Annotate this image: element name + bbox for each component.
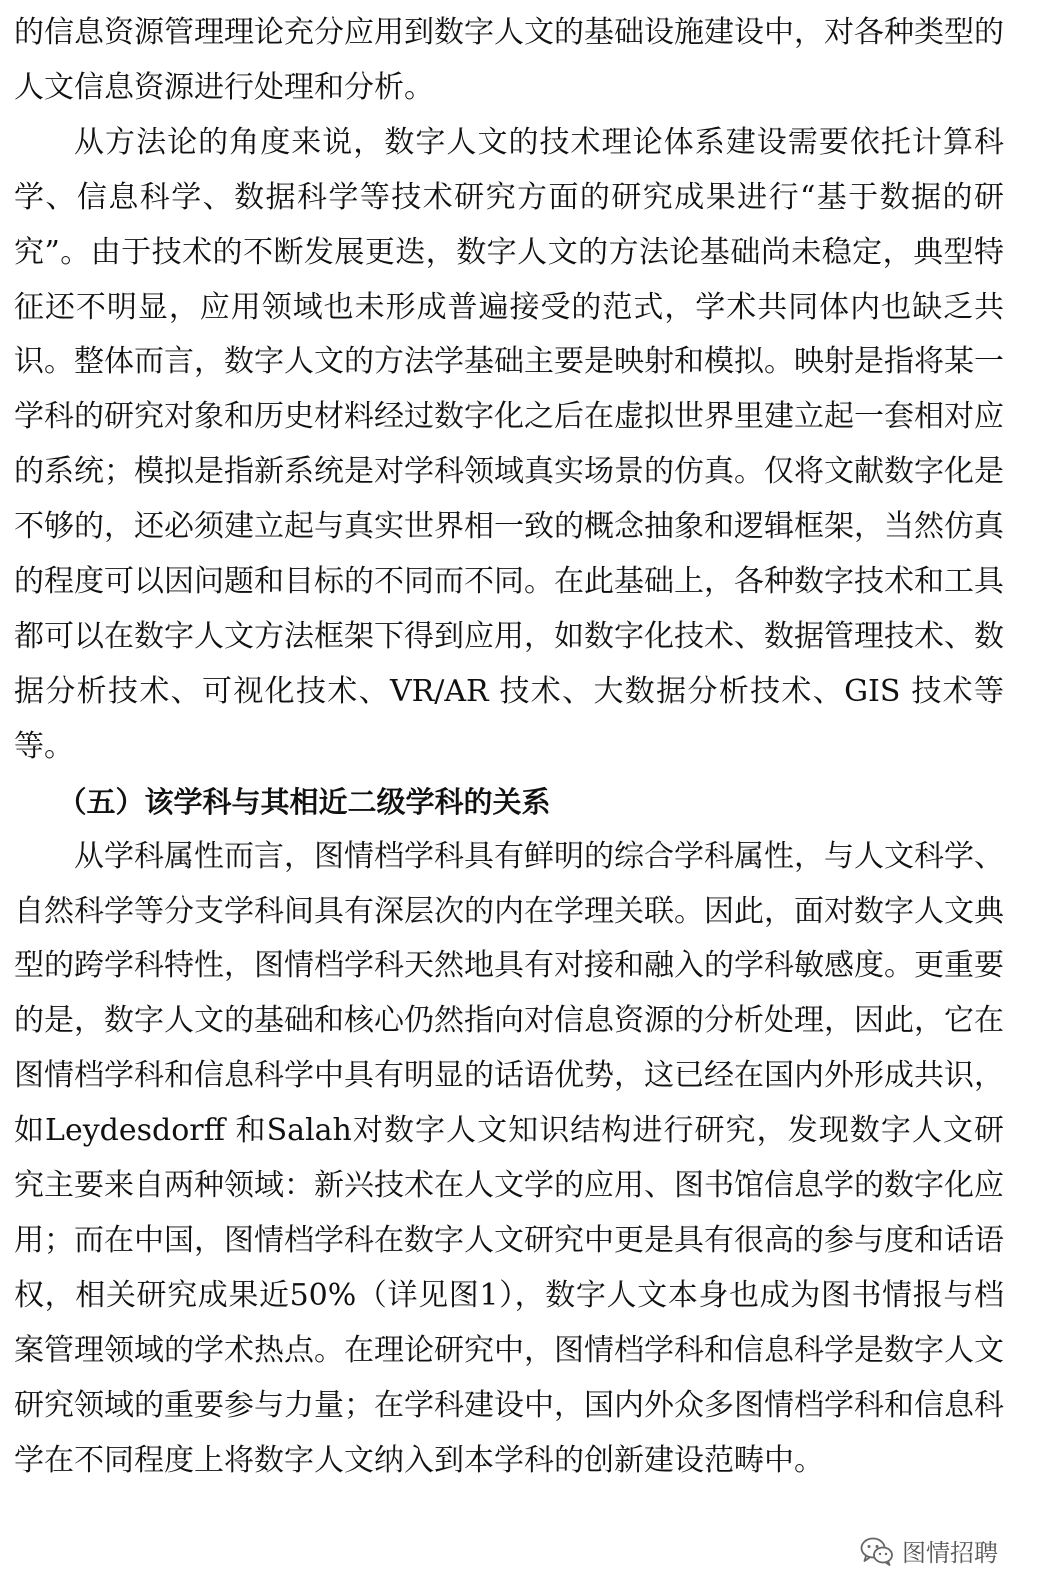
watermark (860, 1533, 998, 1568)
document-body (14, 6, 1004, 1488)
wechat-icon (860, 1536, 894, 1566)
paragraph-methodology: 从方法论的角度来说，数字人文的技术理论体系建设需要依托计算科学、信息科学、数据科学等技术研究方面的研究成果进行“基于数据的研究”。由于技术的不断发展更迭，数字人文的方法论基础尚未稳定，典型特征还不明显，应用领域也未形成普遍接受的范式，学术共同体内也缺乏共识。整体而言，数字人文的方法学基础主要是映射和模拟。映射是指将某一学科的研究对象和历史材料经过数字化之后在虚拟世界里建立起一套相对应的系统；模拟是指新系统是对学科领域真实场景的仿真。仅将文献数字化是不够的，还必须建立起与真实世界相一致的概念抽象和逻辑框架，当然仿真的程度可以因问题和目标的不同而不同。在此基础上，各种数字技术和工具都可以在数字人文方法框架下得到应用，如数字化技术、数据管理技术、数据分析技术、可视化技术、VR/AR 技术、大数据分析技术、GIS 技术等等。 (14, 124, 1004, 764)
paragraph-discipline-relation: 从学科属性而言，图情档学科具有鲜明的综合学科属性，与人文科学、自然科学等分支学科间具有深层次的内在学理关联。因此，面对数字人文典型的跨学科特性，图情档学科天然地具有对接和融入的学科敏感度。更重要的是，数字人文的基础和核心仍然指向对信息资源的分析处理，因此，它在图情档学科和信息科学中具有明显的话语优势，这已经在国内外形成共识，如Leydesdorff 和Salah对数字人文知识结构进行研究，发现数字人文研究主要来自两种领域：新兴技术在人文学的应用、图书馆信息学的数字化应用；而在中国，图情档学科在数字人文研究中更是具有很高的参与度和话语权，相关研究成果近50%（详见图1），数字人文本身也成为图书情报与档案管理领域的学术热点。在理论研究中，图情档学科和信息科学是数字人文研究领域的重要参与力量；在学科建设中，国内外众多图情档学科和信息科学在不同程度上将数字人文纳入到本学科的创新建设范畴中。 (14, 838, 1004, 1478)
section-heading: （五）该学科与其相近二级学科的关系 (57, 784, 551, 819)
watermark-text: 图情招聘 (902, 1539, 998, 1567)
paragraph-continuation: 的信息资源管理理论充分应用到数字人文的基础设施建设中，对各种类型的人文信息资源进行处理和分析。 (14, 15, 1004, 105)
